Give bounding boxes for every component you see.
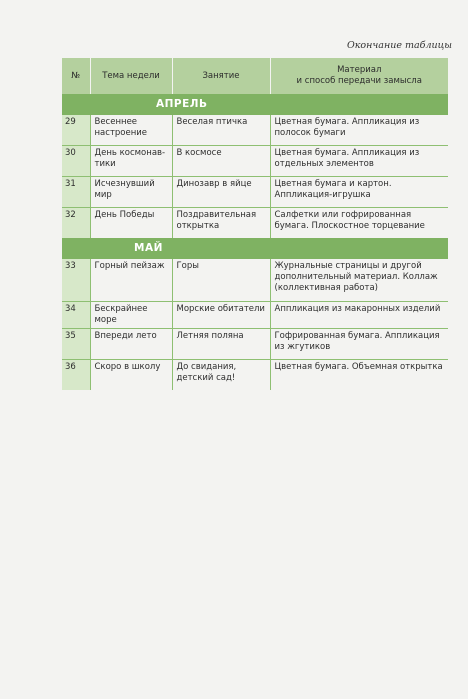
row-theme: Исчезнувший мир bbox=[90, 177, 172, 208]
row-material: Цветная бумага. Объемная открытка bbox=[274, 362, 443, 372]
table-row bbox=[62, 302, 448, 329]
row-lesson: В космосе bbox=[172, 146, 270, 177]
row-number: 34 bbox=[62, 302, 90, 329]
row-lesson: Веселая птичка bbox=[172, 115, 270, 146]
row-lesson: Динозавр в яйце bbox=[172, 177, 270, 208]
row-number: 33 bbox=[62, 259, 90, 302]
header-material bbox=[270, 58, 448, 94]
row-theme: Впереди лето bbox=[90, 329, 172, 360]
row-material: Цветная бумага. Аппликация из полосок бумаги bbox=[270, 115, 448, 146]
row-theme: Скоро в школу bbox=[90, 360, 172, 391]
header-number: № bbox=[62, 58, 90, 94]
row-number: 32 bbox=[62, 208, 90, 239]
row-theme: День Победы bbox=[90, 208, 172, 239]
month-label: МАЙ bbox=[62, 238, 448, 259]
row-number: 31 bbox=[62, 177, 90, 208]
row-theme: Бескрайнее море bbox=[90, 302, 172, 329]
row-material: Цветная бумага и картон. Аппликация-игрушка bbox=[270, 177, 448, 208]
month-row-may bbox=[62, 238, 448, 259]
table-row bbox=[62, 360, 448, 391]
table-caption: Окончание таблицы bbox=[346, 40, 452, 51]
table-row bbox=[62, 146, 448, 177]
row-theme: Горный пейзаж bbox=[90, 259, 172, 302]
row-lesson: Летняя поляна bbox=[172, 329, 270, 360]
row-material: Салфетки или гофрированная бумага. Плоскостное торцевание bbox=[274, 210, 425, 231]
header-material-line1: Материал bbox=[337, 65, 382, 75]
row-theme: Весеннее настроение bbox=[90, 115, 172, 146]
row-lesson: До свидания, детский сад! bbox=[172, 360, 270, 391]
row-number: 35 bbox=[62, 329, 90, 360]
table-row bbox=[62, 115, 448, 146]
header-lesson: Занятие bbox=[172, 58, 270, 94]
row-material: Журнальные страницы и другой дополнительный материал. Коллаж (коллективная работа) bbox=[270, 259, 448, 302]
row-lesson: Морские обитатели bbox=[172, 302, 270, 329]
table-header-row bbox=[62, 58, 448, 94]
row-lesson: Поздравительная открытка bbox=[172, 208, 270, 239]
header-material-line2: и способ передачи замысла bbox=[296, 76, 422, 86]
row-material: Гофрированная бумага. Аппликация из жгутиков bbox=[270, 329, 448, 360]
month-row-april bbox=[62, 94, 448, 115]
header-theme: Тема недели bbox=[90, 58, 172, 94]
month-label: АПРЕЛЬ bbox=[62, 94, 448, 115]
table-row bbox=[62, 259, 448, 302]
lesson-plan-table bbox=[62, 58, 448, 390]
row-material: Цветная бумага. Аппликация из отдельных элементов bbox=[270, 146, 448, 177]
row-material: Аппликация из макаронных изделий bbox=[270, 302, 448, 329]
table-row bbox=[62, 177, 448, 208]
row-theme: День космонавтики bbox=[90, 146, 172, 177]
row-lesson: Горы bbox=[172, 259, 270, 302]
row-number: 36 bbox=[62, 360, 90, 391]
table-row bbox=[62, 329, 448, 360]
row-number: 29 bbox=[62, 115, 90, 146]
row-number: 30 bbox=[62, 146, 90, 177]
table-row bbox=[62, 208, 448, 239]
